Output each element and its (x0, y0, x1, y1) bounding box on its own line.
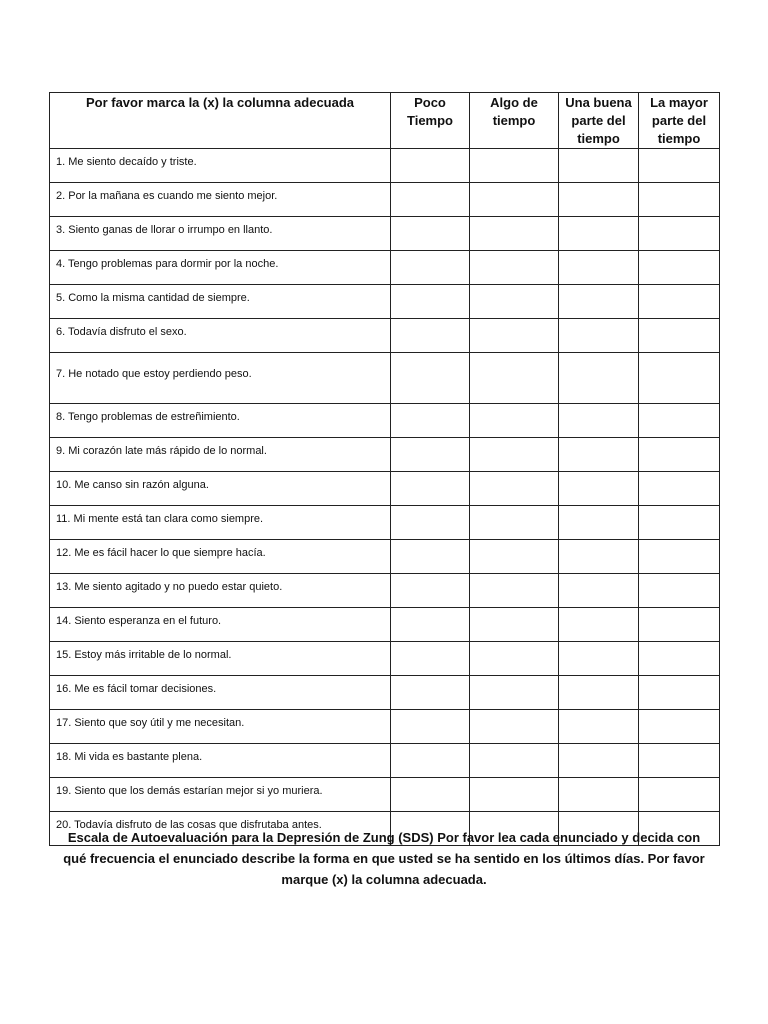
statement-cell (50, 438, 391, 472)
answer-cell-la-mayor-parte[interactable] (639, 574, 720, 608)
statement-text: 10. Me canso sin razón alguna. (56, 478, 209, 491)
answer-cell-la-mayor-parte[interactable] (639, 183, 720, 217)
answer-cell-algo-de-tiempo[interactable] (470, 353, 559, 404)
statement-text: 12. Me es fácil hacer lo que siempre hacía. (56, 546, 266, 559)
statement-cell (50, 285, 391, 319)
table-row (50, 778, 720, 812)
statement-text: 15. Estoy más irritable de lo normal. (56, 648, 232, 661)
answer-cell-una-buena-parte[interactable] (559, 438, 639, 472)
answer-cell-la-mayor-parte[interactable] (639, 251, 720, 285)
statement-cell (50, 404, 391, 438)
statement-cell (50, 319, 391, 353)
table-row (50, 744, 720, 778)
answer-cell-poco-tiempo[interactable] (391, 285, 470, 319)
answer-cell-poco-tiempo[interactable] (391, 574, 470, 608)
statement-cell (50, 217, 391, 251)
statement-cell (50, 608, 391, 642)
answer-cell-la-mayor-parte[interactable] (639, 608, 720, 642)
answer-cell-una-buena-parte[interactable] (559, 710, 639, 744)
answer-cell-algo-de-tiempo[interactable] (470, 540, 559, 574)
table-row (50, 506, 720, 540)
answer-cell-la-mayor-parte[interactable] (639, 778, 720, 812)
statement-cell (50, 574, 391, 608)
statement-cell (50, 540, 391, 574)
table-row (50, 404, 720, 438)
statement-text: 7. He notado que estoy perdiendo peso. (56, 368, 252, 380)
answer-cell-algo-de-tiempo[interactable] (470, 438, 559, 472)
answer-cell-una-buena-parte[interactable] (559, 540, 639, 574)
statement-cell (50, 472, 391, 506)
answer-cell-una-buena-parte[interactable] (559, 353, 639, 404)
answer-cell-algo-de-tiempo[interactable] (470, 574, 559, 608)
answer-cell-algo-de-tiempo[interactable] (470, 251, 559, 285)
answer-cell-algo-de-tiempo[interactable] (470, 676, 559, 710)
table-row (50, 353, 720, 404)
zung-survey-table (49, 92, 720, 846)
statement-text: 4. Tengo problemas para dormir por la noche. (56, 257, 279, 270)
answer-cell-algo-de-tiempo[interactable] (470, 778, 559, 812)
table-row (50, 438, 720, 472)
answer-cell-poco-tiempo[interactable] (391, 778, 470, 812)
statement-cell (50, 183, 391, 217)
answer-cell-la-mayor-parte[interactable] (639, 506, 720, 540)
answer-cell-poco-tiempo[interactable] (391, 744, 470, 778)
statement-text: 19. Siento que los demás estarían mejor si yo muriera. (56, 784, 323, 797)
statement-text: 20. Todavía disfruto de las cosas que disfrutaba antes. (56, 818, 322, 831)
table-row (50, 472, 720, 506)
table-row (50, 285, 720, 319)
statement-cell (50, 710, 391, 744)
answer-cell-algo-de-tiempo[interactable] (470, 642, 559, 676)
answer-cell-algo-de-tiempo[interactable] (470, 285, 559, 319)
answer-cell-poco-tiempo[interactable] (391, 472, 470, 506)
answer-cell-poco-tiempo[interactable] (391, 183, 470, 217)
answer-cell-poco-tiempo[interactable] (391, 251, 470, 285)
answer-cell-algo-de-tiempo[interactable] (470, 217, 559, 251)
statement-text: 6. Todavía disfruto el sexo. (56, 325, 187, 338)
answer-cell-la-mayor-parte[interactable] (639, 540, 720, 574)
statement-cell (50, 506, 391, 540)
statement-cell (50, 744, 391, 778)
answer-cell-poco-tiempo[interactable] (391, 353, 470, 404)
answer-cell-poco-tiempo[interactable] (391, 642, 470, 676)
answer-cell-poco-tiempo[interactable] (391, 404, 470, 438)
table-row (50, 574, 720, 608)
answer-cell-una-buena-parte[interactable] (559, 285, 639, 319)
answer-cell-una-buena-parte[interactable] (559, 506, 639, 540)
answer-cell-una-buena-parte[interactable] (559, 676, 639, 710)
answer-cell-algo-de-tiempo[interactable] (470, 319, 559, 353)
statement-cell (50, 149, 391, 183)
statement-cell (50, 251, 391, 285)
answer-cell-una-buena-parte[interactable] (559, 642, 639, 676)
answer-cell-la-mayor-parte[interactable] (639, 353, 720, 404)
statement-text: 11. Mi mente está tan clara como siempre. (56, 512, 264, 525)
answer-cell-la-mayor-parte[interactable] (639, 472, 720, 506)
statement-text: 8. Tengo problemas de estreñimiento. (56, 410, 240, 423)
answer-cell-una-buena-parte[interactable] (559, 404, 639, 438)
table-row (50, 319, 720, 353)
statement-cell (50, 778, 391, 812)
answer-cell-poco-tiempo[interactable] (391, 608, 470, 642)
statement-text: 18. Mi vida es bastante plena. (56, 750, 203, 763)
answer-cell-poco-tiempo[interactable] (391, 676, 470, 710)
survey-caption: Escala de Autoevaluación para la Depresión de Zung (SDS) Por favor lea cada enunciado y decida con qué frecuencia el enunciado describe la forma en que usted se ha sentido en los últimos días. Por favor marque (x) la columna adecuada. (63, 830, 705, 887)
statement-text: 5. Como la misma cantidad de siempre. (56, 291, 250, 304)
statement-cell (50, 642, 391, 676)
statement-text: 13. Me siento agitado y no puedo estar quieto. (56, 580, 283, 593)
answer-cell-la-mayor-parte[interactable] (639, 217, 720, 251)
answer-cell-la-mayor-parte[interactable] (639, 319, 720, 353)
answer-cell-algo-de-tiempo[interactable] (470, 472, 559, 506)
answer-cell-algo-de-tiempo[interactable] (470, 149, 559, 183)
statement-cell (50, 353, 391, 404)
answer-cell-la-mayor-parte[interactable] (639, 404, 720, 438)
table-row (50, 676, 720, 710)
statement-text: 16. Me es fácil tomar decisiones. (56, 682, 217, 695)
header-row (50, 93, 720, 149)
answer-cell-una-buena-parte[interactable] (559, 149, 639, 183)
answer-cell-poco-tiempo[interactable] (391, 217, 470, 251)
answer-cell-algo-de-tiempo[interactable] (470, 404, 559, 438)
statement-text: 17. Siento que soy útil y me necesitan. (56, 716, 245, 729)
answer-cell-una-buena-parte[interactable] (559, 319, 639, 353)
column-header-una-buena-parte: Una buena parte del tiempo (559, 93, 639, 149)
statement-text: 14. Siento esperanza en el futuro. (56, 614, 222, 627)
answer-cell-una-buena-parte[interactable] (559, 574, 639, 608)
table-row (50, 217, 720, 251)
answer-cell-una-buena-parte[interactable] (559, 778, 639, 812)
column-header-algo-de-tiempo: Algo de tiempo (470, 93, 559, 149)
answer-cell-una-buena-parte[interactable] (559, 744, 639, 778)
answer-cell-poco-tiempo[interactable] (391, 540, 470, 574)
table-row (50, 642, 720, 676)
answer-cell-una-buena-parte[interactable] (559, 183, 639, 217)
answer-cell-una-buena-parte[interactable] (559, 217, 639, 251)
answer-cell-la-mayor-parte[interactable] (639, 438, 720, 472)
column-header-la-mayor-parte: La mayor parte del tiempo (639, 93, 720, 149)
answer-cell-algo-de-tiempo[interactable] (470, 183, 559, 217)
statement-cell (50, 676, 391, 710)
table-row (50, 540, 720, 574)
answer-cell-poco-tiempo[interactable] (391, 710, 470, 744)
answer-cell-poco-tiempo[interactable] (391, 438, 470, 472)
answer-cell-la-mayor-parte[interactable] (639, 285, 720, 319)
answer-cell-la-mayor-parte[interactable] (639, 744, 720, 778)
answer-cell-poco-tiempo[interactable] (391, 319, 470, 353)
answer-cell-la-mayor-parte[interactable] (639, 676, 720, 710)
statement-text: 1. Me siento decaído y triste. (56, 155, 197, 168)
answer-cell-la-mayor-parte[interactable] (639, 149, 720, 183)
table-row (50, 251, 720, 285)
answer-cell-una-buena-parte[interactable] (559, 472, 639, 506)
answer-cell-algo-de-tiempo[interactable] (470, 506, 559, 540)
table-row (50, 149, 720, 183)
answer-cell-algo-de-tiempo[interactable] (470, 744, 559, 778)
answer-cell-poco-tiempo[interactable] (391, 149, 470, 183)
answer-cell-una-buena-parte[interactable] (559, 608, 639, 642)
answer-cell-una-buena-parte[interactable] (559, 251, 639, 285)
answer-cell-poco-tiempo[interactable] (391, 506, 470, 540)
answer-cell-algo-de-tiempo[interactable] (470, 608, 559, 642)
answer-cell-la-mayor-parte[interactable] (639, 710, 720, 744)
answer-cell-algo-de-tiempo[interactable] (470, 710, 559, 744)
instruction-header: Por favor marca la (x) la columna adecuada (50, 93, 391, 149)
column-header-poco-tiempo: Poco Tiempo (391, 93, 470, 149)
statement-text: 9. Mi corazón late más rápido de lo normal. (56, 444, 267, 457)
survey-body (50, 149, 720, 846)
table-row (50, 710, 720, 744)
statement-text: 3. Siento ganas de llorar o irrumpo en llanto. (56, 223, 273, 236)
answer-cell-la-mayor-parte[interactable] (639, 642, 720, 676)
statement-text: 2. Por la mañana es cuando me siento mejor. (56, 189, 278, 202)
table-row (50, 183, 720, 217)
table-row (50, 608, 720, 642)
